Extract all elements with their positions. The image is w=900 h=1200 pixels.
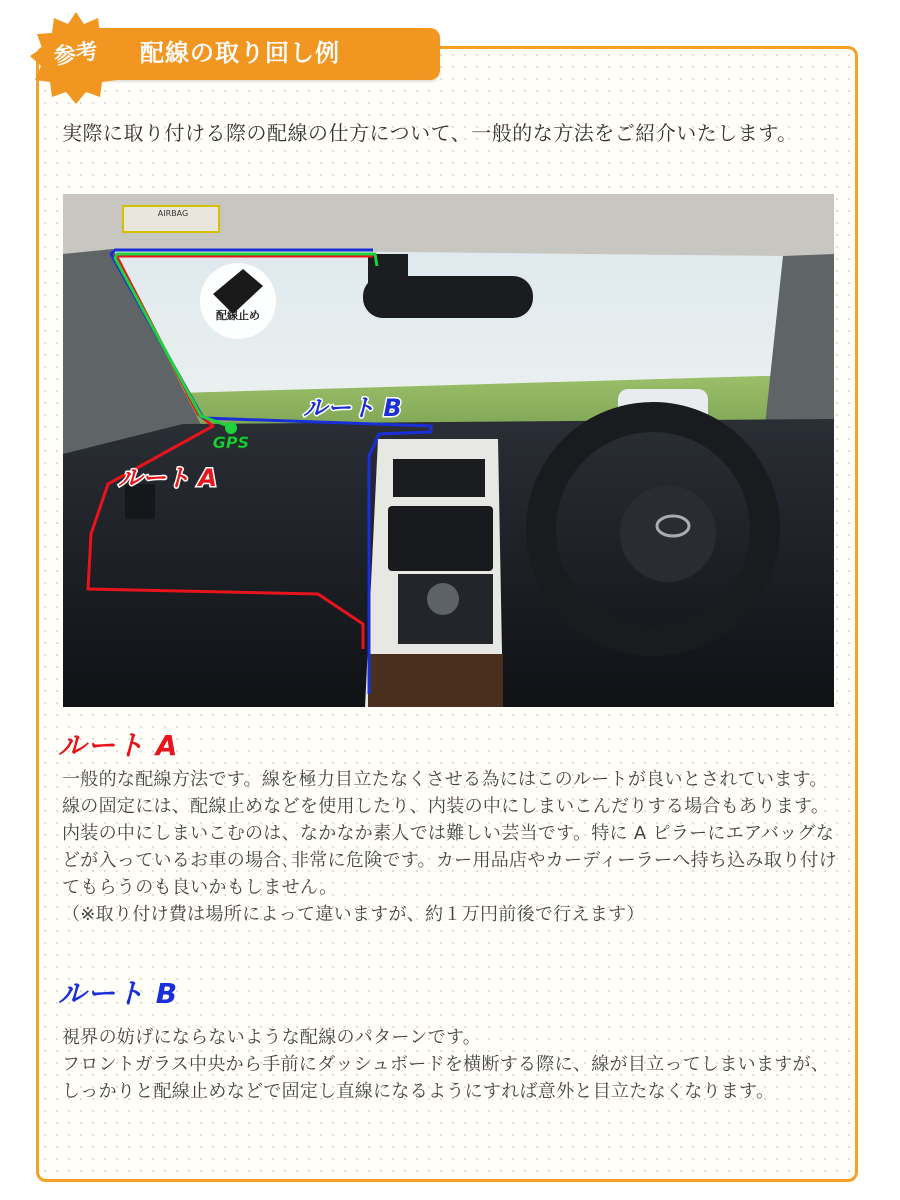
route-a-paragraph: 一般的な配線方法です。線を極力目立たなくさせる為にはこのルートが良いとされています。線の固定には、配線止めなどを使用したり、内装の中にしまいこんだりする場合もあります。 (62, 769, 830, 817)
gps-label: GPS (212, 433, 250, 452)
route-b-heading: ルート B (58, 977, 179, 1010)
route-a-description (62, 766, 837, 928)
intro-text: 実際に取り付ける際の配線の仕方について、一般的な方法をご紹介いたします。 (62, 121, 798, 145)
airbag-sticker-label: AIRBAG (157, 209, 189, 218)
photo-route-b-label: ルート B (303, 394, 402, 422)
page-title: 配線の取り回し例 (140, 39, 340, 67)
badge-label: 参考 (52, 39, 100, 70)
route-a-paragraph: 内装の中にしまいこむのは、なかなか素人では難しい芸当です。特に A ピラーにエアバッグなどが入っているお車の場合､非常に危険です。カー用品店やカーディーラーへ持ち込み取り付けてもらうのも良いかもしません。 (62, 823, 838, 898)
photo-route-a-label: ルート A (118, 464, 217, 492)
route-a-paragraph: （※取り付け費は場所によって違いますが、約１万円前後で行えます） (62, 904, 645, 925)
route-b-paragraph: フロントガラス中央から手前にダッシュボードを横断する際に、線が目立ってしまいますが、しっかりと配線止めなどで固定し直線になるようにすれば意外と目立たなくなります。 (62, 1054, 830, 1102)
car-interior-photo (63, 194, 834, 707)
route-b-paragraph: 視界の妨げにならないような配線のパターンです。 (62, 1027, 482, 1048)
car-interior-illustration (63, 194, 834, 707)
cable-clip-label: 配線止め (216, 309, 260, 322)
route-a-heading: ルート A (58, 729, 179, 762)
route-b-description (62, 1024, 837, 1105)
